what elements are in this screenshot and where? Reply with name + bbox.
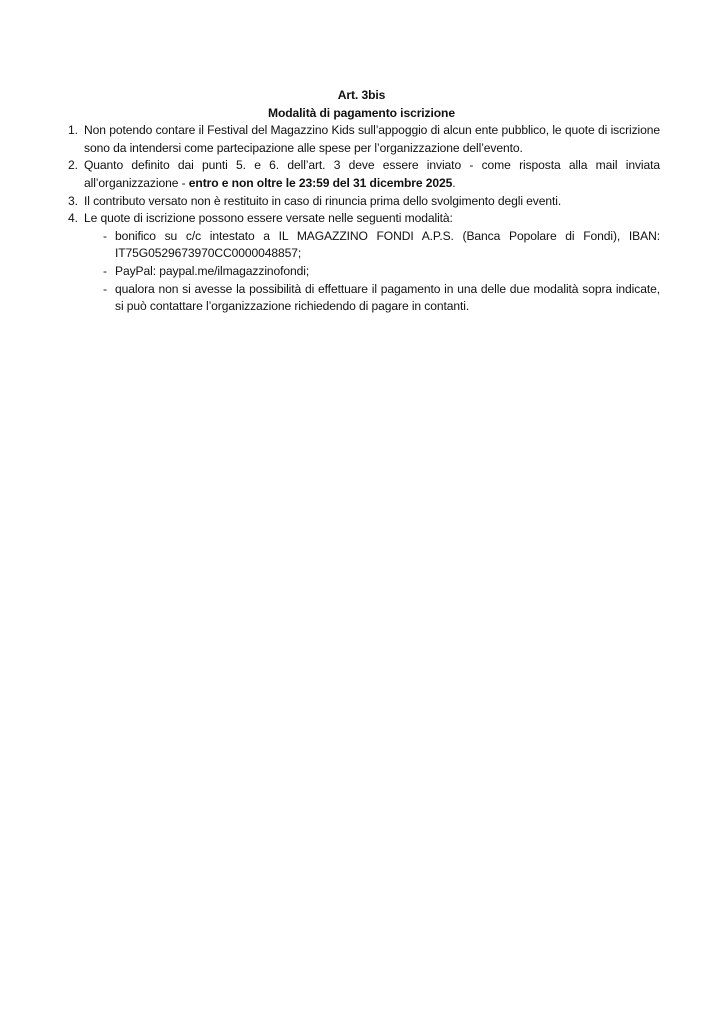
payment-method-text: qualora non si avesse la possibilità di effettuare il pagamento in una delle due modalità sopra indicate, si può contattare l’organizzazione richiedendo di pagare in contanti.: [115, 281, 660, 314]
item-number: 4.: [68, 211, 78, 226]
list-item-3: [63, 193, 660, 211]
payment-method-cash: [63, 281, 660, 316]
list-item-1: [63, 122, 660, 157]
payment-method-text: PayPal: paypal.me/ilmagazzinofondi;: [115, 263, 310, 278]
payment-method-paypal: [63, 263, 660, 281]
list-item-2: [63, 157, 660, 192]
payment-method-text: bonifico su c/c intestato a IL MAGAZZINO FONDI A.P.S. (Banca Popolare di Fondi), IBAN: IT75G0529673970CC0000048857;: [115, 228, 660, 261]
item-text-end: .: [452, 175, 456, 190]
item-text: Il contributo versato non è restituito in caso di rinuncia prima dello svolgimento degli eventi.: [84, 193, 562, 208]
deadline-text: entro e non oltre le 23:59 del 31 dicembre 2025: [188, 175, 453, 190]
list-item-4: [63, 210, 660, 228]
item-number: 2.: [68, 158, 78, 173]
article-number: Art. 3bis: [337, 88, 386, 102]
numbered-list: [63, 122, 660, 228]
item-text: Le quote di iscrizione possono essere versate nelle seguenti modalità:: [84, 211, 453, 226]
item-number: 1.: [68, 123, 78, 138]
document-page: [63, 87, 660, 316]
payment-method-bank-transfer: [63, 228, 660, 263]
list-dash: -: [103, 263, 107, 278]
item-text: Non potendo contare il Festival del Magazzino Kids sull’appoggio di alcun ente pubblico, le quote di iscrizione sono da intendersi come partecipazione alle spese per l’organizzazione dell’evento.: [84, 123, 660, 155]
payment-methods-list: [63, 228, 660, 316]
item-number: 3.: [68, 193, 78, 208]
list-dash: -: [103, 228, 107, 243]
article-title: Modalità di pagamento iscrizione: [268, 105, 455, 120]
list-dash: -: [103, 281, 107, 296]
item-text: Quanto definito dai punti 5. e 6. dell’art. 3 deve essere inviato - come risposta alla mail inviata all’organizzazione -: [84, 158, 660, 190]
